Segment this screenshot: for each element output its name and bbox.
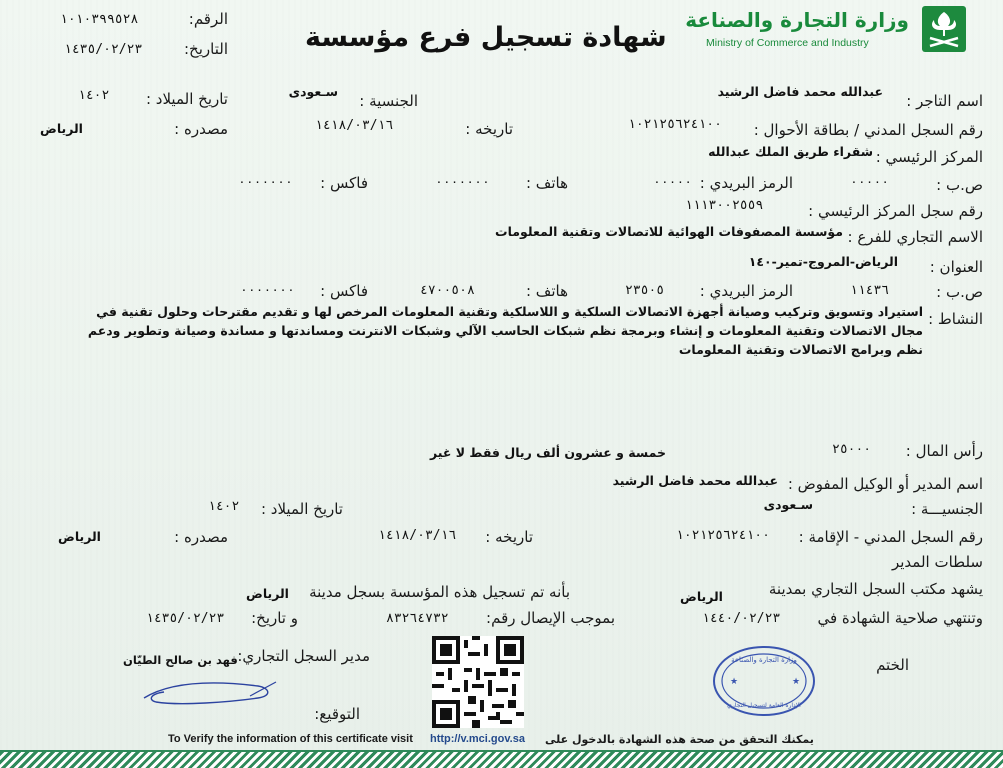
br-po-label: ص.ب : xyxy=(936,283,983,301)
manager-powers-label: سلطات المدير xyxy=(891,553,983,571)
capital-label: رأس المال : xyxy=(905,442,983,460)
civil-id-source-label: مصدره : xyxy=(174,120,228,138)
ministry-name-ar: وزارة التجارة والصناعة xyxy=(685,8,909,32)
number-value: ١٠١٠٣٩٩٥٢٨ xyxy=(60,12,139,27)
manager-nationality-value: سـعودى xyxy=(763,497,813,512)
registered-city: الرياض xyxy=(246,586,289,601)
manager-nationality-label: الجنسيـــة : xyxy=(911,500,983,518)
capital-words: خمسة و عشرون ألف ريال فقط لا غير xyxy=(430,445,666,460)
merchant-name-label: اسم التاجر : xyxy=(906,92,983,110)
activity-label: النشاط : xyxy=(928,310,983,328)
svg-text:★: ★ xyxy=(730,677,739,687)
registered-text: بأنه تم تسجيل هذه المؤسسة بسجل مدينة xyxy=(309,583,570,601)
saudi-emblem-icon xyxy=(922,6,966,52)
decorative-border xyxy=(0,750,1003,768)
office-text: يشهد مكتب السجل التجاري بمدينة xyxy=(768,580,983,598)
date-label: التاريخ: xyxy=(184,40,228,58)
activity-value: استيراد وتسويق وتركيب وصيانة أجهزة الاتصالات السلكية و اللاسلكية وتقنية المعلومات المرخص لها و تقديم مقترحات وحلول تقنية في مجال الاتصالات وتقنية المعلومات و إنشاء وبرمجة نظم شبكات الحاسب الآلي وشبكات الانترنت ومساندتها و مساندة وصيانة وتطوير ودعم نظم وبرامج الاتصالات وتقنية المعلومات xyxy=(87,304,923,357)
manager-birth-value: ١٤٠٢ xyxy=(208,499,240,514)
br-fax-value: ٠٠٠٠٠٠٠ xyxy=(240,283,295,298)
office-city: الرياض xyxy=(680,589,723,604)
receipt-date-value: ١٤٣٥/٠٢/٢٣ xyxy=(146,611,225,626)
expiry-label: وتنتهي صلاحية الشهادة في xyxy=(817,609,983,627)
manager-id-value: ١٠٢١٢٥٦٢٤١٠٠ xyxy=(676,528,770,543)
verify-text-ar: يمكنك التحقق من صحة هذه الشهادة بالدخول على xyxy=(545,733,814,746)
manager-name-value: عبدالله محمد فاضل الرشيد xyxy=(612,473,778,488)
signature-scribble xyxy=(140,676,280,710)
address-value: الرياض-المروج-تمير-١٤٠ xyxy=(748,254,898,269)
manager-id-date-label: تاريخه : xyxy=(485,528,533,546)
br-phone-label: هاتف : xyxy=(525,282,568,300)
ho-reg-value: ١١١٣٠٠٢٥٥٩ xyxy=(685,198,764,213)
ho-phone-label: هاتف : xyxy=(525,174,568,192)
qr-code xyxy=(432,636,524,728)
manager-id-source-value: الرياض xyxy=(58,529,101,544)
stamp-top-text: وزارة التجارة والصناعة xyxy=(731,656,797,664)
merchant-name-value: عبدالله محمد فاضل الرشيد xyxy=(717,84,883,99)
br-phone-value: ٤٧٠٠٥٠٨ xyxy=(420,283,475,298)
ho-reg-label: رقم سجل المركز الرئيسي : xyxy=(808,202,983,220)
ho-fax-label: فاكس : xyxy=(320,174,368,192)
receipt-value: ٨٣٢٦٤٧٣٢ xyxy=(386,611,449,626)
signature-label: التوقيع: xyxy=(314,705,360,723)
official-stamp xyxy=(712,645,816,717)
number-label: الرقم: xyxy=(188,10,228,28)
nationality-value: سـعودى xyxy=(288,84,338,99)
date-value: ١٤٣٥/٠٢/٢٣ xyxy=(64,42,143,57)
manager-birth-label: تاريخ الميلاد : xyxy=(260,500,343,518)
manager-id-date-value: ١٤١٨/٠٣/١٦ xyxy=(378,528,457,543)
birth-value: ١٤٠٢ xyxy=(78,88,110,103)
br-fax-label: فاكس : xyxy=(320,282,368,300)
capital-value: ٢٥٠٠٠ xyxy=(832,442,872,457)
br-zip-value: ٢٣٥٠٥ xyxy=(625,283,665,298)
svg-text:★: ★ xyxy=(792,677,801,687)
birth-label: تاريخ الميلاد : xyxy=(145,90,228,108)
ho-fax-value: ٠٠٠٠٠٠٠ xyxy=(238,175,293,190)
verify-text-en: To Verify the information of this certificate visit xyxy=(168,733,413,745)
manager-name-label: اسم المدير أو الوكيل المفوض : xyxy=(787,475,983,493)
ministry-name-en: Ministry of Commerce and Industry xyxy=(706,37,869,49)
civil-id-value: ١٠٢١٢٥٦٢٤١٠٠ xyxy=(628,117,722,132)
ho-po-value: ٠٠٠٠٠ xyxy=(850,175,890,190)
nationality-label: الجنسية : xyxy=(359,92,418,110)
civil-id-source-value: الرياض xyxy=(40,121,83,136)
head-office-label: المركز الرئيسي : xyxy=(875,148,983,166)
civil-id-date-value: ١٤١٨/٠٣/١٦ xyxy=(315,118,394,133)
ho-po-label: ص.ب : xyxy=(936,176,983,194)
receipt-date-label: و تاريخ: xyxy=(251,609,298,627)
head-office-value: شقراء طريق الملك عبدالله xyxy=(708,144,873,159)
civil-id-label: رقم السجل المدني / بطاقة الأحوال : xyxy=(753,121,983,139)
branch-name-label: الاسم التجاري للفرع : xyxy=(847,228,983,246)
receipt-label: بموجب الإيصال رقم: xyxy=(486,609,615,627)
civil-id-date-label: تاريخه : xyxy=(465,120,513,138)
ho-zip-label: الرمز البريدي : xyxy=(699,174,793,192)
br-po-value: ١١٤٣٦ xyxy=(850,283,890,298)
manager-id-label: رقم السجل المدني - الإقامة : xyxy=(798,528,983,546)
verify-url[interactable]: http://v.mci.gov.sa xyxy=(430,733,525,745)
address-label: العنوان : xyxy=(929,258,983,276)
manager-id-source-label: مصدره : xyxy=(174,528,228,546)
registrar-value: فهد بن صالح الطيّان xyxy=(123,653,238,667)
expiry-value: ١٤٤٠/٠٢/٢٣ xyxy=(702,611,781,626)
ho-phone-value: ٠٠٠٠٠٠٠ xyxy=(435,175,490,190)
stamp-bottom-text: الإدارة العامة لتسجيل التجاري xyxy=(727,702,801,709)
branch-name-value: مؤسسة المصفوفات الهوائية للاتصالات وتقنية المعلومات xyxy=(495,224,843,239)
certificate-title: شهادة تسجيل فرع مؤسسة xyxy=(305,22,667,53)
seal-label: الختم xyxy=(876,656,909,674)
br-zip-label: الرمز البريدي : xyxy=(699,282,793,300)
ho-zip-value: ٠٠٠٠٠ xyxy=(653,175,693,190)
registrar-label: مدير السجل التجاري: xyxy=(237,647,370,665)
